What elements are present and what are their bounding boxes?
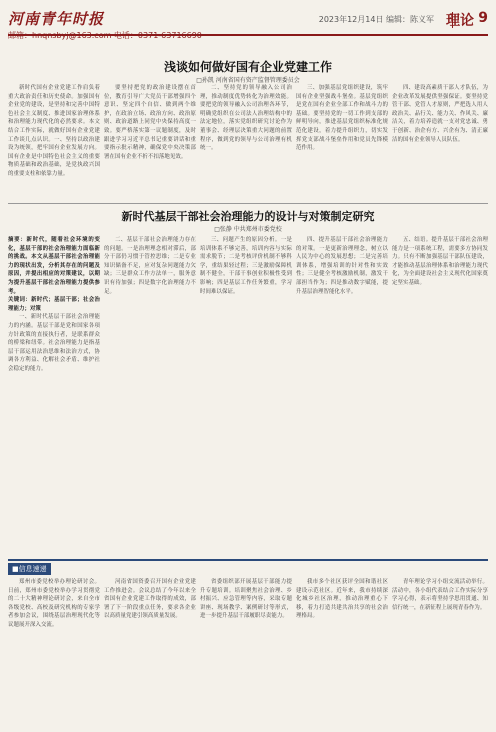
article2-keywords: 关键词：新时代；基层干部；社会治理能力；对策 bbox=[8, 297, 100, 312]
article2-column-2: 二、基层干部社会治理能力存在的问题。一是治理理念相对滞后，部分干部仍习惯于管控思维；二是专业知识储备不足，应对复杂问题能力欠缺；三是群众工作方法单一，服务意识有待加强；四是数字化治理能力不足。 bbox=[104, 237, 196, 295]
info-column-1: 郑州市委党校举办理论研讨会。日前，郑州市委党校举办学习贯彻党的二十大精神理论研讨会，来自全市各级党校、高校及研究机构的专家学者参加会议，围绕基层治理现代化等议题展开深入交流。 bbox=[8, 579, 100, 628]
info-column-3: 省委组织部开展基层干部能力提升专题培训。培训聚焦社会治理、乡村振兴、应急管理等内容，采取专题讲座、现场教学、案例研讨等形式，进一步提升基层干部履职尽责能力。 bbox=[200, 579, 292, 620]
article2-column-5: 五、结语。提升基层干部社会治理能力是一项系统工程，需要多方协同发力。只有不断加强基层干部队伍建设，才能推动基层治理体系和治理能力现代化，为全面建设社会主义现代化国家奠定坚实基础。 bbox=[392, 237, 488, 286]
article2-title: 新时代基层干部社会治理能力的设计与对策制定研究 bbox=[121, 210, 375, 223]
newspaper-name: 河南青年时报 bbox=[8, 10, 105, 28]
article-divider bbox=[8, 203, 488, 204]
page-header bbox=[8, 8, 488, 44]
info-section-rule bbox=[8, 559, 488, 561]
page-number: 9 bbox=[478, 10, 488, 26]
section-name: 理论 bbox=[446, 13, 474, 29]
info-column-5: 青年理论学习小组交流活动举行。活动中，各小组代表结合工作实际分享学习心得，表示将坚持学思用贯通、知信行统一，在新征程上展现青春作为。 bbox=[392, 579, 488, 611]
article1-title: 浅谈如何做好国有企业党建工作 bbox=[163, 60, 332, 74]
info-section-label: ■信息速递 bbox=[8, 563, 51, 575]
article1-column-5: 四、建设高素质干部人才队伍，为企业改革发展提供坚强保证。要坚持党管干部、党管人才原则，严把选人用人政治关、品行关、能力关、作风关、廉洁关，着力培养造就一支对党忠诚、勇于创新、治企有方、兴企有为、清正廉洁的国有企业领导人员队伍。 bbox=[392, 85, 488, 143]
article1-column-1: 新时代国有企业党建工作肩负着重大政治责任和历史使命。加强国有企业党的建设，是坚持和完善中国特色社会主义制度、推进国家治理体系和治理能力现代化的必然要求。本文结合工作实际，就做好国有企业党建工作谈几点认识。一、坚持以政治建设为统领，把牢国有企业发展方向。国有企业是中国特色社会主义的重要物质基础和政治基础，是党执政兴国的重要支柱和依靠力量。 bbox=[8, 85, 100, 177]
article2-abstract: 摘要：新时代，随着社会环境的变化，基层干部的社会治理能力面临新的挑战。本文从基层干部社会治理能力的现状出发，分析其存在的问题及原因，并提出相应的对策建议，以期为提升基层干部社会治理能力提供参考。 bbox=[8, 237, 100, 295]
article2-column-1: 摘要：新时代，随着社会环境的变化，基层干部的社会治理能力面临新的挑战。本文从基层干部社会治理能力的现状出发，分析其存在的问题及原因，并提出相应的对策建议，以期为提升基层干部社会治理能力提供参考。 关键词：新时代；基层干部；社会治理能力；对策 一、新时代基层干部社会治理能力的内涵。基层干部是党和国家各项方针政策的直接执行者，是联系群众的桥梁和纽带。社会治理能力是指基层干部运用法治思维和法治方式，协调各方利益、化解社会矛盾、维护社会稳定的能力。 bbox=[8, 237, 100, 372]
article2-author: □张静 中共郑州市委党校 bbox=[214, 226, 282, 233]
header-rule bbox=[8, 34, 488, 36]
issue-date-editor: 2023年12月14日 编辑：陈义军 bbox=[318, 15, 434, 24]
info-column-2: 河南省国资委召开国有企业党建工作推进会。会议总结了今年以来全省国有企业党建工作取得的成效，部署了下一阶段重点任务，要求各企业以高质量党建引领高质量发展。 bbox=[104, 579, 196, 620]
article1-column-4: 三、加强基层党组织建设，筑牢国有企业坚强战斗堡垒。基层党组织是党在国有企业全部工作和战斗力的基础。要坚持党的一切工作到支部的鲜明导向，推进基层党组织标准化规范化建设，着力提升组织力，切实发挥党支部战斗堡垒作用和党员先锋模范作用。 bbox=[296, 85, 388, 152]
article2-column-3: 三、问题产生的原因分析。一是培训体系不够完善，培训内容与实际需求脱节；二是考核评价机制不够科学，重结果轻过程；三是激励保障机制不健全，干部干事创业积极性受到影响；四是基层工作任务繁重，学习时间难以保证。 bbox=[200, 237, 292, 295]
article1-column-3: 二、坚持党的领导融入公司治理，推动制度优势转化为治理效能。要把党的领导融入公司治理各环节，明确党组织在公司法人治理结构中的法定地位，落实党组织研究讨论作为董事会、经理层决策重大问题的前置程序，做到党的领导与公司治理有机统一。 bbox=[200, 85, 292, 152]
info-column-4: 我市多个社区获评全国和谐社区建设示范社区。近年来，我市持续深化城乡社区治理，推动治理重心下移，着力打造共建共治共享的社会治理格局。 bbox=[296, 579, 388, 620]
article1-column-2: 要坚持把党的政治建设摆在首位，教育引导广大党员干部增强四个意识、坚定四个自信、做到两个维护，在政治立场、政治方向、政治原则、政治道路上同党中央保持高度一致。要严格落实第一议题制度，及时跟进学习习近平总书记重要讲话和重要指示批示精神，确保党中央决策部署在国有企业不折不扣落地见效。 bbox=[104, 85, 196, 160]
article2-column-4: 四、提升基层干部社会治理能力的对策。一是更新治理理念，树立以人民为中心的发展思想；二是完善培训体系，增强培训的针对性和实效性；三是健全考核激励机制，激发干部担当作为；四是推动数字赋能，提升基层治理智能化水平。 bbox=[296, 237, 388, 295]
article1-author: □孙凯 河南省国有资产监督管理委员会 bbox=[196, 77, 300, 84]
